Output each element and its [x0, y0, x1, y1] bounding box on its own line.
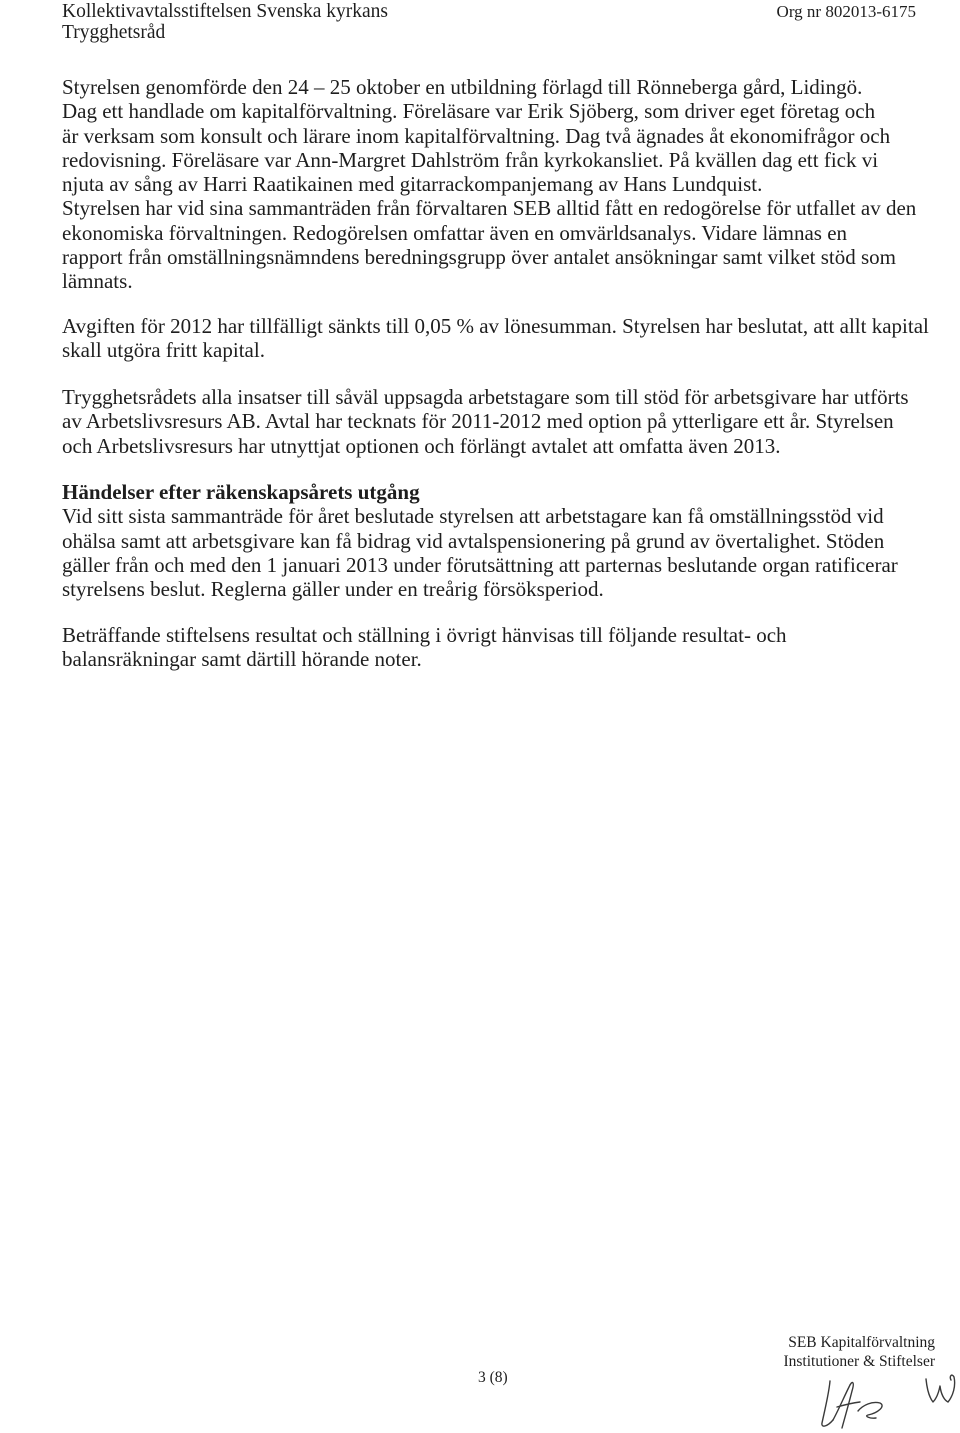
paragraph-reference — [62, 623, 787, 672]
paragraph-training-and-reporting — [62, 75, 916, 293]
paragraph-fee — [62, 314, 929, 363]
paragraph-line: Vid sitt sista sammanträde för året beslutade styrelsen att arbetstagare kan få omställningsstöd vid — [62, 504, 884, 529]
header-organization — [62, 1, 388, 43]
paragraph-line: av Arbetslivsresurs AB. Avtal har tecknats för 2011-2012 med option på ytterligare ett år. Styrelsen — [62, 409, 894, 434]
section-subsequent-events — [62, 480, 898, 601]
paragraph-line: lämnats. — [62, 269, 133, 293]
paragraph-line: rapport från omställningsnämndens beredningsgrupp över antalet ansökningar samt vilket stöd som — [62, 244, 896, 269]
section-heading: Händelser efter räkenskapsårets utgång — [62, 480, 420, 504]
organization-unit: Trygghetsråd — [62, 22, 166, 43]
signature-1 — [822, 1381, 882, 1428]
signature-2 — [926, 1375, 955, 1402]
paragraph-line: är verksam som konsult och lärare inom kapitalförvaltning. Dag två ägnades åt ekonomifrågor och — [62, 123, 891, 148]
paragraph-line: Avgiften för 2012 har tillfälligt sänkts till 0,05 % av lönesumman. Styrelsen har beslutat, att allt kapital — [62, 314, 929, 338]
paragraph-line: ekonomiska förvaltningen. Redogörelsen omfattar även en omvärldsanalys. Vidare lämnas en — [62, 220, 848, 245]
paragraph-line: balansräkningar samt därtill hörande noter. — [62, 647, 422, 672]
paragraph-line: Trygghetsrådets alla insatser till såväl uppsagda arbetstagare som till stöd för arbetsgivare har utförts — [62, 385, 909, 409]
paragraph-line: gäller från och med den 1 januari 2013 under förutsättning att parternas beslutande organ ratificerar — [62, 552, 898, 577]
page-number: 3 (8) — [478, 1369, 508, 1386]
paragraph-line: styrelsens beslut. Reglerna gäller under en treårig försöksperiod. — [62, 577, 604, 601]
paragraph-line: skall utgöra fritt kapital. — [62, 338, 265, 363]
paragraph-line: Beträffande stiftelsens resultat och ställning i övrigt hänvisas till följande resultat- och — [62, 623, 787, 647]
paragraph-line: Styrelsen har vid sina sammanträden från förvaltaren SEB alltid fått en redogörelse för utfallet av den — [62, 196, 917, 221]
paragraph-line: och Arbetslivsresurs har utnyttjat optionen och förlängt avtalet att omfatta även 2013. — [62, 433, 781, 458]
organization-number: Org nr 802013-6175 — [776, 2, 916, 21]
asset-manager-unit: Institutioner & Stiftelser — [783, 1353, 935, 1370]
paragraph-line: Dag ett handlade om kapitalförvaltning. Föreläsare var Erik Sjöberg, som driver eget företag och — [62, 99, 876, 124]
handwritten-signatures — [800, 1365, 958, 1431]
paragraph-services — [62, 385, 909, 458]
paragraph-line: ohälsa samt att arbetsgivare kan få bidrag vid avtalspensionering på grund av övertalighet. Stöden — [62, 528, 885, 553]
paragraph-line: Styrelsen genomförde den 24 – 25 oktober en utbildning förlagd till Rönneberga gård, Lidingö. — [62, 75, 863, 99]
paragraph-line: njuta av sång av Harri Raatikainen med gitarrackompanjemang av Hans Lundquist. — [62, 172, 763, 196]
asset-manager-name: SEB Kapitalförvaltning — [788, 1334, 935, 1351]
organization-name: Kollektivavtalsstiftelsen Svenska kyrkans — [62, 1, 389, 22]
paragraph-line: redovisning. Föreläsare var Ann-Margret Dahlström från kyrkokansliet. På kvällen dag ett fick vi — [62, 147, 879, 172]
